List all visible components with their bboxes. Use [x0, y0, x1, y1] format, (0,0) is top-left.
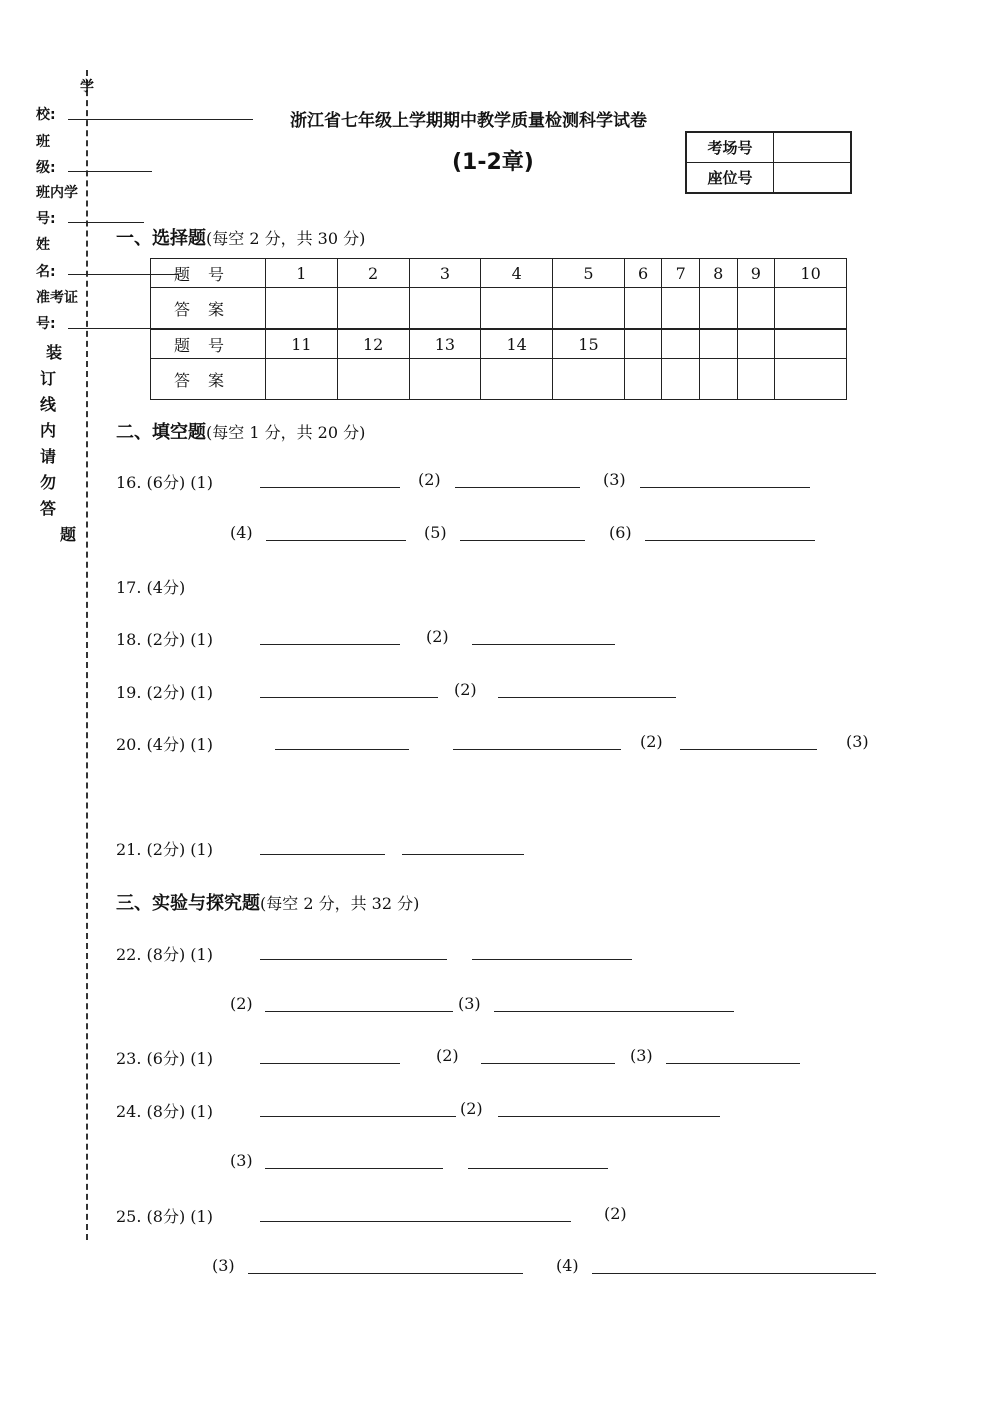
question-label: (3) [230, 1151, 253, 1170]
grid-num: 8 [699, 259, 737, 288]
grid-num: 7 [662, 259, 700, 288]
sidebar-examno-top: 准考证 [36, 290, 78, 306]
section-note: (每空 2 分，共 30 分) [206, 229, 366, 248]
answer-blank[interactable] [266, 540, 406, 541]
grid-num [775, 329, 847, 359]
question-label: (2) [426, 627, 449, 646]
answer-blank[interactable] [494, 1011, 734, 1012]
answer-blank[interactable] [472, 644, 615, 645]
answer-blank[interactable] [260, 854, 385, 855]
question-label: (6) [609, 523, 632, 542]
grid-num [699, 329, 737, 359]
answer-blank[interactable] [498, 1116, 720, 1117]
answer-blank[interactable] [498, 697, 676, 698]
section-title: 一、选择题 [116, 228, 206, 249]
seat-label: 座位号 [686, 163, 774, 194]
grid-num: 12 [337, 329, 409, 359]
answer-blank[interactable] [455, 487, 580, 488]
sidebar-classno-top: 班内学 [36, 185, 78, 201]
question-label: (2) [640, 732, 663, 751]
section-title: 三、实验与探究题 [116, 893, 260, 914]
page-title: 浙江省七年级上学期期中教学质量检测科学试卷 [290, 111, 647, 131]
answer-cell[interactable] [699, 288, 737, 330]
section-title: 二、填空题 [116, 422, 206, 443]
answer-blank[interactable] [592, 1273, 876, 1274]
grid-num: 3 [409, 259, 481, 288]
question-label: (3) [846, 732, 869, 751]
sidebar-school-label: 校: [36, 107, 56, 123]
sidebar-name-top: 姓 [36, 237, 50, 253]
sidebar-classno-label: 号: [36, 211, 56, 227]
answer-cell[interactable] [624, 359, 662, 400]
question-label: 20. (4分) (1) [116, 735, 213, 754]
answer-blank[interactable] [265, 1011, 453, 1012]
grid-row-label: 题号 [151, 329, 266, 359]
grid-num: 14 [481, 329, 553, 359]
question-label: 17. (4分) [116, 578, 186, 597]
answer-blank[interactable] [640, 487, 810, 488]
answer-cell[interactable] [266, 359, 338, 400]
grid-num: 2 [337, 259, 409, 288]
section-heading [116, 224, 365, 250]
answer-blank[interactable] [260, 959, 447, 960]
answer-blank[interactable] [265, 1168, 443, 1169]
grid-row-label: 答案 [151, 359, 266, 400]
exam-info-box [685, 131, 852, 194]
question-label: 25. (8分) (1) [116, 1207, 213, 1226]
answer-cell[interactable] [481, 288, 553, 330]
question-label: 23. (6分) (1) [116, 1049, 213, 1068]
grid-row-label: 题号 [151, 259, 266, 288]
question-label: 22. (8分) (1) [116, 945, 213, 964]
answer-cell[interactable] [699, 359, 737, 400]
grid-num: 11 [266, 329, 338, 359]
question-label: (4) [556, 1256, 579, 1275]
sidebar-class-label: 级: [36, 160, 56, 176]
seat-field[interactable] [774, 163, 852, 194]
examno-field[interactable] [68, 328, 154, 329]
question-label: (5) [424, 523, 447, 542]
grid-num: 4 [481, 259, 553, 288]
answer-blank[interactable] [645, 540, 815, 541]
grid-num: 13 [409, 329, 481, 359]
answer-cell[interactable] [553, 288, 625, 330]
answer-cell[interactable] [553, 359, 625, 400]
answer-blank[interactable] [680, 749, 817, 750]
classno-field[interactable] [68, 222, 144, 223]
answer-blank[interactable] [468, 1168, 608, 1169]
question-label: (2) [604, 1204, 627, 1223]
answer-cell[interactable] [662, 359, 700, 400]
grid-num [737, 329, 775, 359]
grid-num [662, 329, 700, 359]
sidebar-name-label: 名: [36, 264, 56, 280]
grid-num: 1 [266, 259, 338, 288]
question-label: 16. (6分) (1) [116, 473, 213, 492]
class-field[interactable] [68, 171, 152, 172]
answer-blank[interactable] [472, 959, 632, 960]
answer-cell[interactable] [624, 288, 662, 330]
binding-char: 题 [60, 525, 77, 544]
binding-char: 内 [40, 421, 57, 440]
answer-cell[interactable] [266, 288, 338, 330]
answer-blank[interactable] [666, 1063, 800, 1064]
answer-cell[interactable] [409, 288, 481, 330]
answer-cell[interactable] [737, 288, 775, 330]
answer-blank[interactable] [453, 749, 621, 750]
question-label: (2) [436, 1046, 459, 1065]
section-note: (每空 2 分，共 32 分) [260, 894, 420, 913]
answer-grid [150, 258, 847, 400]
grid-num [624, 329, 662, 359]
grid-num: 5 [553, 259, 625, 288]
answer-blank[interactable] [248, 1273, 523, 1274]
binding-char: 勿 [40, 473, 57, 492]
binding-char: 请 [40, 447, 57, 466]
question-label: 21. (2分) (1) [116, 840, 213, 859]
question-label: (3) [603, 470, 626, 489]
binding-char: 订 [40, 369, 57, 388]
binding-char: 答 [40, 499, 57, 518]
question-label: (3) [458, 994, 481, 1013]
answer-blank[interactable] [260, 1063, 400, 1064]
answer-blank[interactable] [460, 540, 585, 541]
answer-cell[interactable] [481, 359, 553, 400]
answer-blank[interactable] [260, 697, 438, 698]
grid-num: 10 [775, 259, 847, 288]
exam-room-label: 考场号 [686, 132, 774, 163]
answer-blank[interactable] [260, 487, 400, 488]
answer-cell[interactable] [662, 288, 700, 330]
question-label: (2) [418, 470, 441, 489]
answer-blank[interactable] [481, 1063, 615, 1064]
question-label: 18. (2分) (1) [116, 630, 213, 649]
section-note: (每空 1 分，共 20 分) [206, 423, 366, 442]
answer-cell[interactable] [409, 359, 481, 400]
binding-line [86, 70, 88, 1240]
question-label: 24. (8分) (1) [116, 1102, 213, 1121]
answer-blank[interactable] [260, 644, 400, 645]
section-heading [116, 418, 365, 444]
question-label: (2) [454, 680, 477, 699]
question-label: (3) [212, 1256, 235, 1275]
answer-blank[interactable] [260, 1221, 571, 1222]
page-subtitle: (1-2章) [452, 150, 534, 175]
grid-num: 6 [624, 259, 662, 288]
question-label: (3) [630, 1046, 653, 1065]
answer-cell[interactable] [337, 359, 409, 400]
question-label: (4) [230, 523, 253, 542]
answer-cell[interactable] [775, 359, 847, 400]
question-label: 19. (2分) (1) [116, 683, 213, 702]
sidebar-school-top: 学 [80, 79, 94, 95]
binding-char: 装 [46, 343, 63, 362]
answer-blank[interactable] [275, 749, 409, 750]
binding-char: 线 [40, 395, 57, 414]
sidebar-examno-label: 号: [36, 316, 56, 332]
question-label: (2) [230, 994, 253, 1013]
answer-cell[interactable] [337, 288, 409, 330]
school-field[interactable] [68, 119, 253, 120]
question-label: (2) [460, 1099, 483, 1118]
answer-blank[interactable] [260, 1116, 456, 1117]
sidebar-class-top: 班 [36, 134, 50, 150]
answer-cell[interactable] [775, 288, 847, 330]
exam-room-field[interactable] [774, 132, 852, 163]
section-heading [116, 889, 419, 915]
grid-row-label: 答案 [151, 288, 266, 330]
answer-blank[interactable] [402, 854, 524, 855]
answer-cell[interactable] [737, 359, 775, 400]
grid-num: 15 [553, 329, 625, 359]
grid-num: 9 [737, 259, 775, 288]
